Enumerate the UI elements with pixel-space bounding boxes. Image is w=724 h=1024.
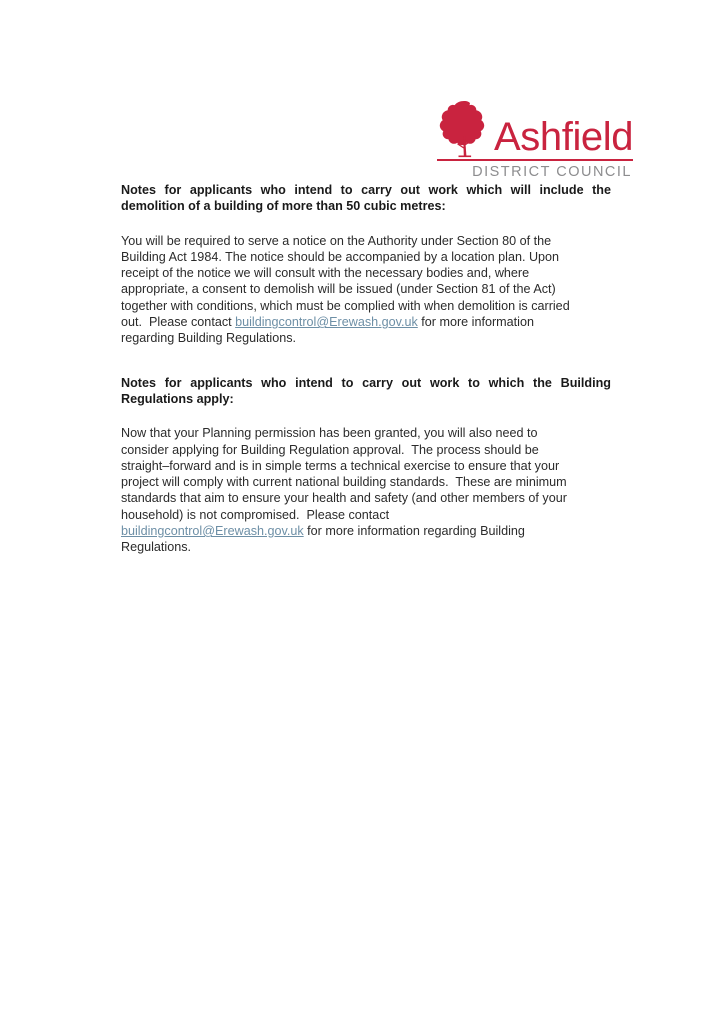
section-paragraph-building-regulations	[121, 425, 611, 555]
document-body	[121, 182, 611, 556]
paragraph-line: regarding Building Regulations.	[121, 331, 297, 346]
email-link-buildingcontrol[interactable]: buildingcontrol@Erewash.gov.uk	[121, 524, 304, 539]
paragraph-line: You will be required to serve a notice on the Authority under Section 80 of the	[121, 233, 552, 248]
section-paragraph-demolition	[121, 233, 611, 347]
paragraph-line: Building Act 1984. The notice should be accompanied by a location plan. Upon	[121, 249, 560, 264]
section-heading-demolition: Notes for applicants who intend to carry out work which will include the demolition of a building of more than 50 cubic metres:	[121, 183, 611, 214]
paragraph-line: Regulations.	[121, 540, 192, 555]
paragraph-line: standards that aim to ensure your health and safety (and other members of your	[121, 491, 567, 506]
email-link-buildingcontrol[interactable]: buildingcontrol@Erewash.gov.uk	[235, 315, 418, 330]
logo-main-row	[437, 98, 633, 158]
paragraph-line-with-link	[121, 523, 611, 539]
paragraph-line: receipt of the notice we will consult with the necessary bodies and, where	[121, 266, 530, 281]
text-after-link: for more information regarding Building	[303, 524, 525, 539]
paragraph-line: straight–forward and is in simple terms a technical exercise to ensure that your	[121, 458, 560, 473]
paragraph-line: project will comply with current national building standards. These are minimum	[121, 475, 567, 490]
tree-icon	[437, 98, 493, 158]
logo-subtitle: DISTRICT COUNCIL	[472, 164, 632, 180]
paragraph-line: together with conditions, which must be complied with when demolition is carried	[121, 298, 570, 313]
logo-divider-rule	[437, 159, 633, 161]
section-heading-building-regulations: Notes for applicants who intend to carry out work to which the Building Regulations apply:	[121, 375, 611, 406]
paragraph-line: household) is not compromised. Please contact	[121, 507, 390, 522]
ashfield-district-council-logo	[437, 98, 633, 180]
paragraph-line: appropriate, a consent to demolish will be issued (under Section 81 of the Act)	[121, 282, 556, 297]
text-before-link: out. Please contact	[121, 315, 236, 330]
text-after-link: for more information	[417, 315, 534, 330]
paragraph-line: Now that your Planning permission has been granted, you will also need to	[121, 426, 538, 441]
paragraph-line: consider applying for Building Regulation approval. The process should be	[121, 442, 539, 457]
paragraph-line-with-link	[121, 314, 611, 330]
logo-wordmark: Ashfield	[494, 115, 634, 159]
